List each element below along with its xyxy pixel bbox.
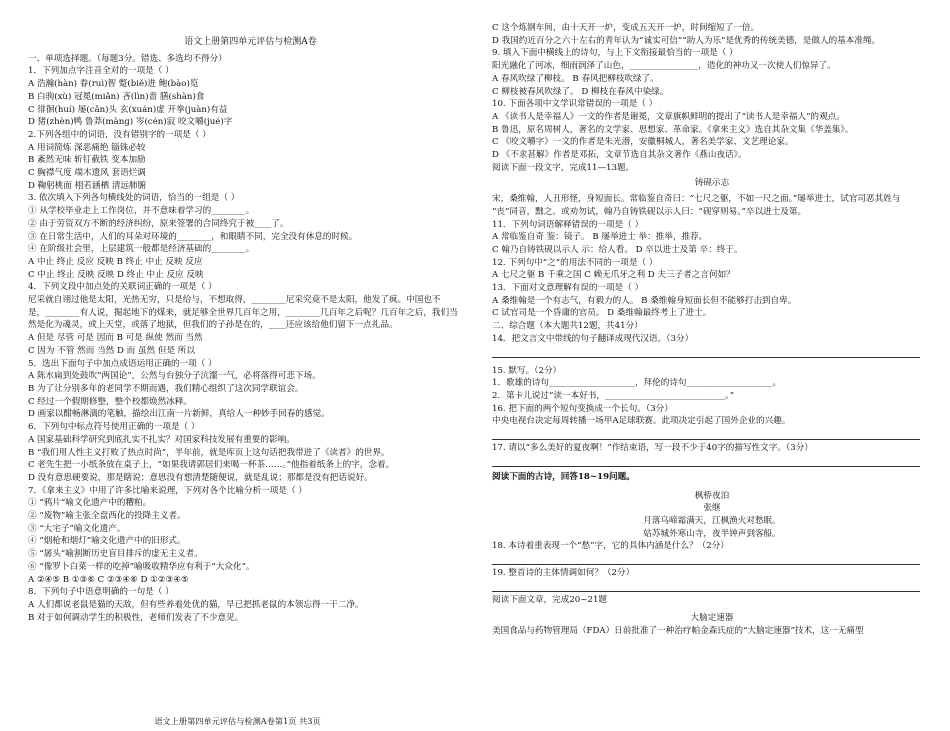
right-a-line: C 《咬文嚼字》一文的作者是朱光潜，安徽桐城人，著名美学家、文艺理论家。 [492, 137, 794, 148]
left-line: A 浩瀚(hàn) 眷(ruì)智 蹩(biě)进 鲍(bào)览 [28, 79, 199, 90]
left-line: 4．下列文段中加点处的关联词正确的一项是（ ） [28, 282, 217, 293]
left-line: D 鞠躬桃面 栩若涵栖 清远肺腑 [28, 180, 147, 191]
left-line: C 老先生把一小纸条放在桌子上，“如果我请郭居们来喝一杯茶……。”他指着纸条上的字，念着。 [28, 460, 395, 471]
poem-lines [492, 515, 932, 540]
left-line: B 白驹(xù) 冠冕(miǎn) 吝(lìn)啬 膳(shàn)食 [28, 91, 205, 102]
answer-line-16[interactable] [492, 428, 920, 440]
left-line: ② 由于劳资双方不断的经济纠纷，原来签署的合同终究于被____了。 [28, 218, 289, 229]
left-line: ③ 在日常生活中，人们的耳朵对环境的________，和眼睛不同，完全没有休息的时候。 [28, 231, 358, 242]
answer-line-19[interactable] [492, 580, 920, 592]
right-c-line: 中央电视台决定每周转播一场甲A足球联赛。此项决定引起了国外企业的兴趣。 [492, 416, 791, 427]
left-line: 5．选出下面句子中加点成语运用正确的一项（ ） [28, 358, 217, 369]
left-line: ③ “大宅子”喻文化遗产。 [28, 523, 126, 534]
left-column [28, 22, 473, 624]
right-a-line: B 鲁迅，原名周树人，著名的文学家、思想家、革命家。《拿来主义》选自其杂文集《华盖集》。 [492, 124, 854, 135]
left-line: A 人们都说老鼠是猫的天敌，但有些养着处优的猫，早已把抓老鼠的本领忘得一干二净。 [28, 599, 364, 610]
article-title: 大脑定速器 [690, 613, 734, 624]
right-lines-c [492, 365, 932, 429]
left-line: B 紊然无味 斩钉截铁 变本加励 [28, 155, 146, 166]
poem-author: 张继 [703, 503, 721, 514]
passage-title: 铸砚示志 [694, 178, 730, 189]
left-line: 然是化为魂灵，或上天堂，或落了地狱，但我们的子孙是在的，____还应该给他们留下一点礼品。 [28, 320, 398, 331]
left-line: C 经过一个假期修整，整个校都焕然冰释。 [28, 396, 192, 407]
right-d-line: 17. 请以“多么美好的夏夜啊！”作结束语，写一段不少于40字的描写性文字。（3分） [492, 443, 813, 454]
left-line: C 中止 终止 反映 反映 D 终止 中止 反应 反映 [28, 269, 204, 280]
left-line: A 陈水扁到处鼓吹“两国论”，公然与台独分子沆瀣一气，必将落得可悲下场。 [28, 371, 321, 382]
right-a-line: D 我国约近百分之六十左右的青年认为“诚实可信”“助人为乐”是优秀的传统美德，是做人的基本准绳。 [492, 35, 881, 46]
right-lines-d [492, 442, 932, 455]
left-line: C 胸襟气度 端木遗风 套语烂调 [28, 168, 146, 179]
right-a-line: C 柳枝被春风吹绿了。 D 柳枝在春风中染绿。 [492, 86, 669, 97]
left-line: ② “废物”喻主张全盘西化的投降主义者。 [28, 511, 186, 522]
left-line: ① 从学校毕业走上工作岗位，并不意味着学习的________。 [28, 206, 255, 217]
left-line: A 但是 尽管 可是 因而 B 可是 纵使 然而 当然 [28, 333, 203, 344]
left-question-lines [28, 53, 473, 625]
right-b-line: 二、综合题（本大题共12题，共41分） [492, 321, 643, 332]
right-b-line: A 桑维翰是一个有志气，有毅力的人。 B 桑维翰身短面长但不能够打击到自卑。 [492, 295, 797, 306]
left-line: 尼采就自诩过他是太阳，光热无穷，只是给与，不想取得，________尼采究竟不是太阳，他发了疯。中国也不 [28, 295, 441, 306]
right-column [492, 22, 932, 638]
left-line: B “我们用人性主义打败了热点时尚”，半年前，就是库页上这句话把我带进了《读者》的世界。 [28, 447, 390, 458]
left-line: C 因为 不管 然而 当然 D 而 虽然 但是 所以 [28, 345, 195, 356]
right-lines-e [492, 540, 932, 553]
right-a-line: C 这个炼钢车间，由十天开一炉，变成五天开一炉，时间缩短了一倍。 [492, 23, 760, 33]
left-line: A 用词简炼 深恶痛绝 锱铢必较 [28, 142, 146, 153]
right-c-line: 1．歌雄的诗句____________________，拜伦的诗句____________________。 [492, 378, 782, 389]
left-line: ④ “烟枪和烟灯”喻文化遗产中的旧形式。 [28, 536, 186, 547]
left-line: B 为了让分别多年的老同学不期而遇，我们精心组织了这次同学联谊会。 [28, 383, 304, 394]
right-b-line: 11．下列句词语解释错误的一项是（ ） [492, 219, 644, 230]
right-b-line: A 七尺之躯 B 千乘之国 C 赖无爪牙之利 D 夫三子者之言何如？ [492, 270, 735, 281]
right-a-line: A 春风吹绿了柳枝。 B 春风把柳枝吹绿了。 [492, 73, 659, 84]
left-line: 是，________有人说，掘起地下的煤来，就足够全世界几百年之用，________几百年之后呢？几百年之后，我们当 [28, 307, 458, 318]
poem-heading: 阅读下面的古诗，回答18~19问题。 [492, 471, 635, 482]
right-b-line: “丧”同音，黜之。或劝勿试，翰乃自铸铁砚以示人曰：“砚穿则易。”卒以进士及第。 [492, 206, 807, 217]
right-b-line: 宋，桑维翰，人丑形怪，身短面长。常临鉴自奇曰：“七尺之躯，不如一尺之面。”屡举进士，试官司恶其姓与 [492, 194, 901, 205]
right-a-line: 阅读下面一段文字，完成11—13题。 [492, 162, 635, 173]
left-line: A 中止 终止 反应 反映 B 终止 中止 反映 反应 [28, 256, 203, 267]
answer-line-17[interactable] [492, 455, 920, 467]
left-line: 6．下列句中标点符号使用正确的一项是（ ） [28, 422, 200, 433]
left-line: 8．下列句子中语意明确的一句是（ ） [28, 587, 174, 598]
answer-line-18[interactable] [492, 553, 920, 565]
left-line: 1．下列加点字注音全对的一项是（ ） [28, 66, 174, 77]
right-lines-f [492, 567, 932, 580]
left-line: D 没有意思硬要说，那是瞎说；意思没有想清楚随便说，就是乱说；那都是没有把话说好。 [28, 472, 373, 483]
poem-title: 枫桥夜泊 [694, 490, 730, 501]
poem-line: 月落乌啼霜满天，江枫渔火对愁眠。 [643, 515, 781, 526]
right-b-line: 14．把文言文中带线的句子翻译成现代汉语。（3分） [492, 333, 694, 344]
page-footer: 语文上册第四单元评估与检测A卷第1页 共3页 [154, 716, 321, 726]
right-a-line: D 《不求甚解》作者是邓拓，文章节选自其杂文著作《燕山夜话》。 [492, 150, 747, 161]
exam-title: 语文上册第四单元评估与检测A卷 [184, 37, 317, 47]
left-line: ④ 在阶级社会里，上层建筑一般都是经济基础的________。 [28, 244, 255, 255]
left-line: ⑥ “像罗卜白菜一样的吃掉”喻吸收精华应有利于“大众化”。 [28, 561, 255, 572]
right-e-line: 18. 本诗着重表现一个“愁”字，它的具体内涵是什么？（2分） [492, 541, 729, 552]
right-a-line: 10. 下面各项中文学识常错误的一项是（ ） [492, 99, 658, 110]
right-b-line: A 常临鉴自奇 鉴：镜子。 B 屡举进士 举：推举，推荐。 [492, 232, 708, 243]
left-line: 7．《拿来主义》中用了许多比喻来说理，下列对各个比喻分析一项是（ ） [28, 485, 307, 496]
right-lines-h [492, 625, 932, 638]
right-b-line: 13．下面对文意理解有误的一项是（ ） [492, 283, 644, 294]
right-lines-g [492, 594, 932, 607]
left-line: 2.下列各组中的词语，没有错别字的一项是（ ） [28, 129, 211, 140]
left-line: 3. 依次填入下列各句横线处的词语，恰当的一组是（ ） [28, 193, 240, 204]
right-a-line: 9. 填入下面中横线上的诗句，与上下文衔接最恰当的一项是（ ） [492, 48, 738, 59]
right-c-line: 2．第卡儿说过“读一本好书，____________________________。” [492, 390, 734, 401]
left-line: A ②④⑤ B ①③⑥ C ②③④⑥ D ①②③④⑤ [28, 574, 189, 585]
right-b-line: C 试官司是一个昏庸的官员。 D 桑维翰最终考上了进士。 [492, 308, 712, 319]
left-line: ⑤ “孱头”喻割断历史盲目排斥的虚无主义者。 [28, 549, 203, 560]
right-a-line: A 《读书人是幸福人》一文的作者是谢冕，文章旗帜鲜明的提出了“读书人是幸福人”的观点。 [492, 111, 845, 122]
left-line: C 徘徊(huí) 屡(cǎn)头 玄(xuán)虚 开拳(juàn)有益 [28, 104, 228, 115]
right-b-line: 12. 下列句中“之”的用法不同的一项是（ ） [492, 257, 658, 268]
right-f-line: 19. 整首诗的主体情调如何？（2分） [492, 568, 635, 579]
right-g-line: 阅读下面文章，完成20~21题 [492, 594, 608, 605]
right-a-line: 阳光融化了河冰，细雨润泽了山色，________________，造化的神功又一次使人们惊异了。 [492, 61, 836, 72]
right-c-line: 15. 默写。（2分） [492, 365, 562, 376]
left-line: B 对于如何调动学生的积极性，老师们发表了不少意见。 [28, 612, 244, 623]
left-line: 一、单项选择题。（每题3分。错选、多选均不得分） [28, 53, 227, 64]
left-line: A 国家基础科学研究到底扎实不扎实？对国家科技发展有重要的影响。 [28, 434, 295, 445]
right-h-line: 美国食品与药物管理局（FDA）日前批准了一种治疗帕金森氏症的“大脑定速器”技术，这一无痛型 [492, 626, 864, 637]
right-b-line: C 翰乃自铸铁砚以示人 示：给人看。 D 卒以进士及第 卒：终于。 [492, 244, 743, 255]
right-lines-a [492, 22, 932, 174]
left-line: D 猪(zhèn)鸭 鲁莽(màng) 岑(cén)寂 咬文嚼(jué)字 [28, 117, 233, 128]
left-line: ① “鸦片”喻文化遗产中的糟粕。 [28, 498, 152, 509]
right-lines-b [492, 193, 932, 345]
left-line: D 画家以酣畅淋漓的笔触，描绘出江南一片新鲜，真给人一种妙手回春的感觉。 [28, 409, 330, 420]
right-c-line: 16. 把下面的两个短句变换成一个长句。（3分） [492, 403, 673, 414]
answer-line-14[interactable] [492, 346, 920, 358]
poem-line: 姑苏城外寒山寺，夜半钟声到客船。 [643, 528, 781, 539]
